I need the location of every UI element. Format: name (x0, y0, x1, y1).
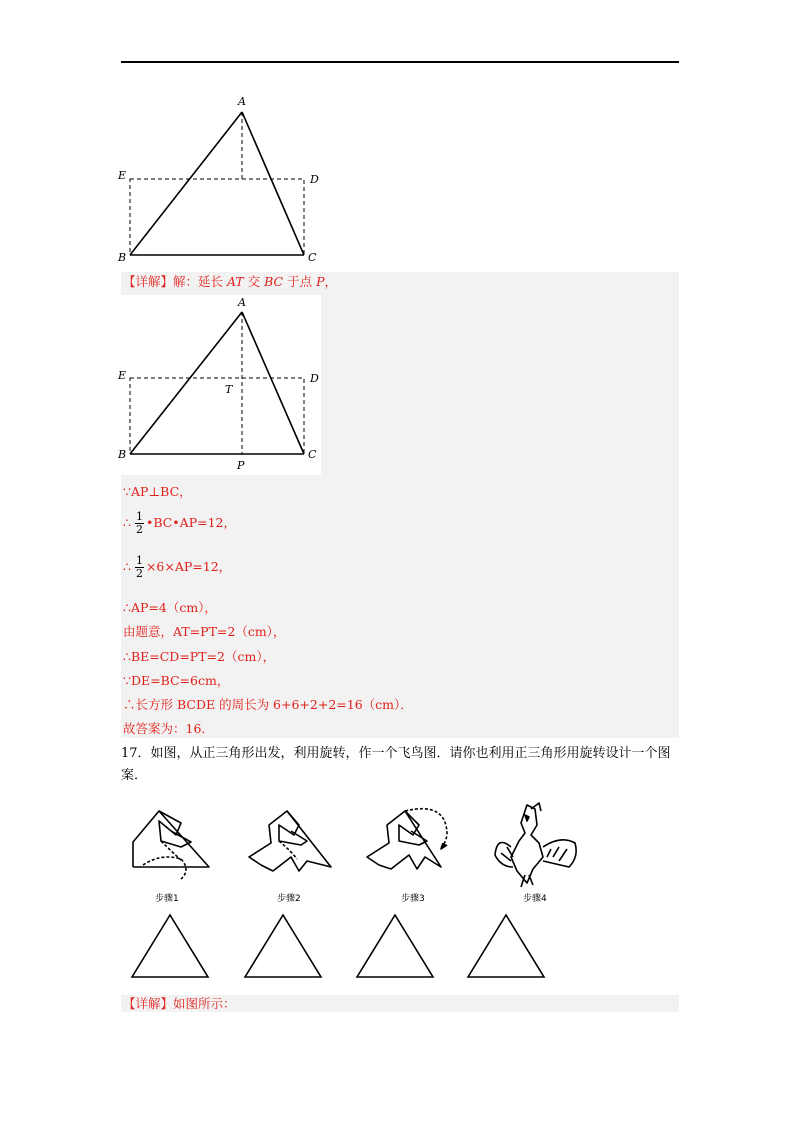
blank-triangle-3 (357, 915, 433, 977)
question-17-text: 17．如图，从正三角形出发，利用旋转，作一个飞鸟图．请你也利用正三角形用旋转设计一个图案． (121, 746, 671, 783)
label-d: D (310, 173, 319, 186)
figure-triangle-rectangle (114, 92, 334, 267)
solution-line-8: ∴长方形 BCDE 的周长为 6+6+2+2=16（cm）． (123, 697, 413, 712)
solution-tag: 【详解】 (123, 274, 174, 289)
blank-triangles (132, 915, 544, 977)
blank-triangle-1 (132, 915, 208, 977)
solution-line-1: ∵AP⊥BC， (123, 484, 192, 499)
step-4-figure (495, 803, 576, 887)
answer-17-text: 【详解】如图所示： (123, 996, 236, 1011)
fraction-half: $\frac{1}{2}$ (135, 510, 143, 536)
label-p: P (237, 459, 245, 472)
label-c: C (308, 251, 317, 264)
blank-triangle-2 (245, 915, 321, 977)
solution-line-6: ∴BE=CD=PT=2（cm）， (123, 649, 276, 664)
step-2-figure (249, 811, 331, 871)
step-2-label: 步骤2 (277, 894, 301, 904)
label-b: B (118, 251, 127, 264)
solution-line-4: ∴AP=4（cm）， (123, 600, 217, 615)
solution-line-7: ∵DE=BC=6cm， (123, 673, 230, 688)
header-rule (121, 61, 679, 63)
label-b: B (118, 448, 127, 461)
step-3-figure (367, 809, 447, 869)
step-4-label: 步骤4 (523, 894, 547, 904)
step-1-label: 步骤1 (155, 894, 179, 904)
blank-triangle-4 (468, 915, 544, 977)
label-a: A (238, 296, 246, 309)
solution-line-9: 故答案为：16． (123, 721, 214, 736)
solution-line-2: ∴ $\frac{1}{2}$ •BC•AP=12， (123, 510, 236, 536)
solution-line-5: 由题意，AT=PT=2（cm）， (123, 624, 286, 639)
step-1-figure (133, 811, 209, 879)
figure-triangle-rectangle-extended (114, 292, 334, 472)
label-e: E (118, 169, 127, 182)
fraction-half: $\frac{1}{2}$ (135, 554, 143, 580)
solution-line-3: ∴ $\frac{1}{2}$ ×6×AP=12， (123, 554, 232, 580)
label-t: T (225, 383, 233, 396)
label-c: C (308, 448, 317, 461)
solution-intro: 【详解】解：延长 AT 交 BC 于点 P， (123, 274, 338, 289)
step-3-label: 步骤3 (401, 894, 425, 904)
label-a: A (238, 95, 246, 108)
label-e: E (118, 369, 127, 382)
answer-17-box (121, 995, 679, 1012)
label-d: D (310, 372, 319, 385)
